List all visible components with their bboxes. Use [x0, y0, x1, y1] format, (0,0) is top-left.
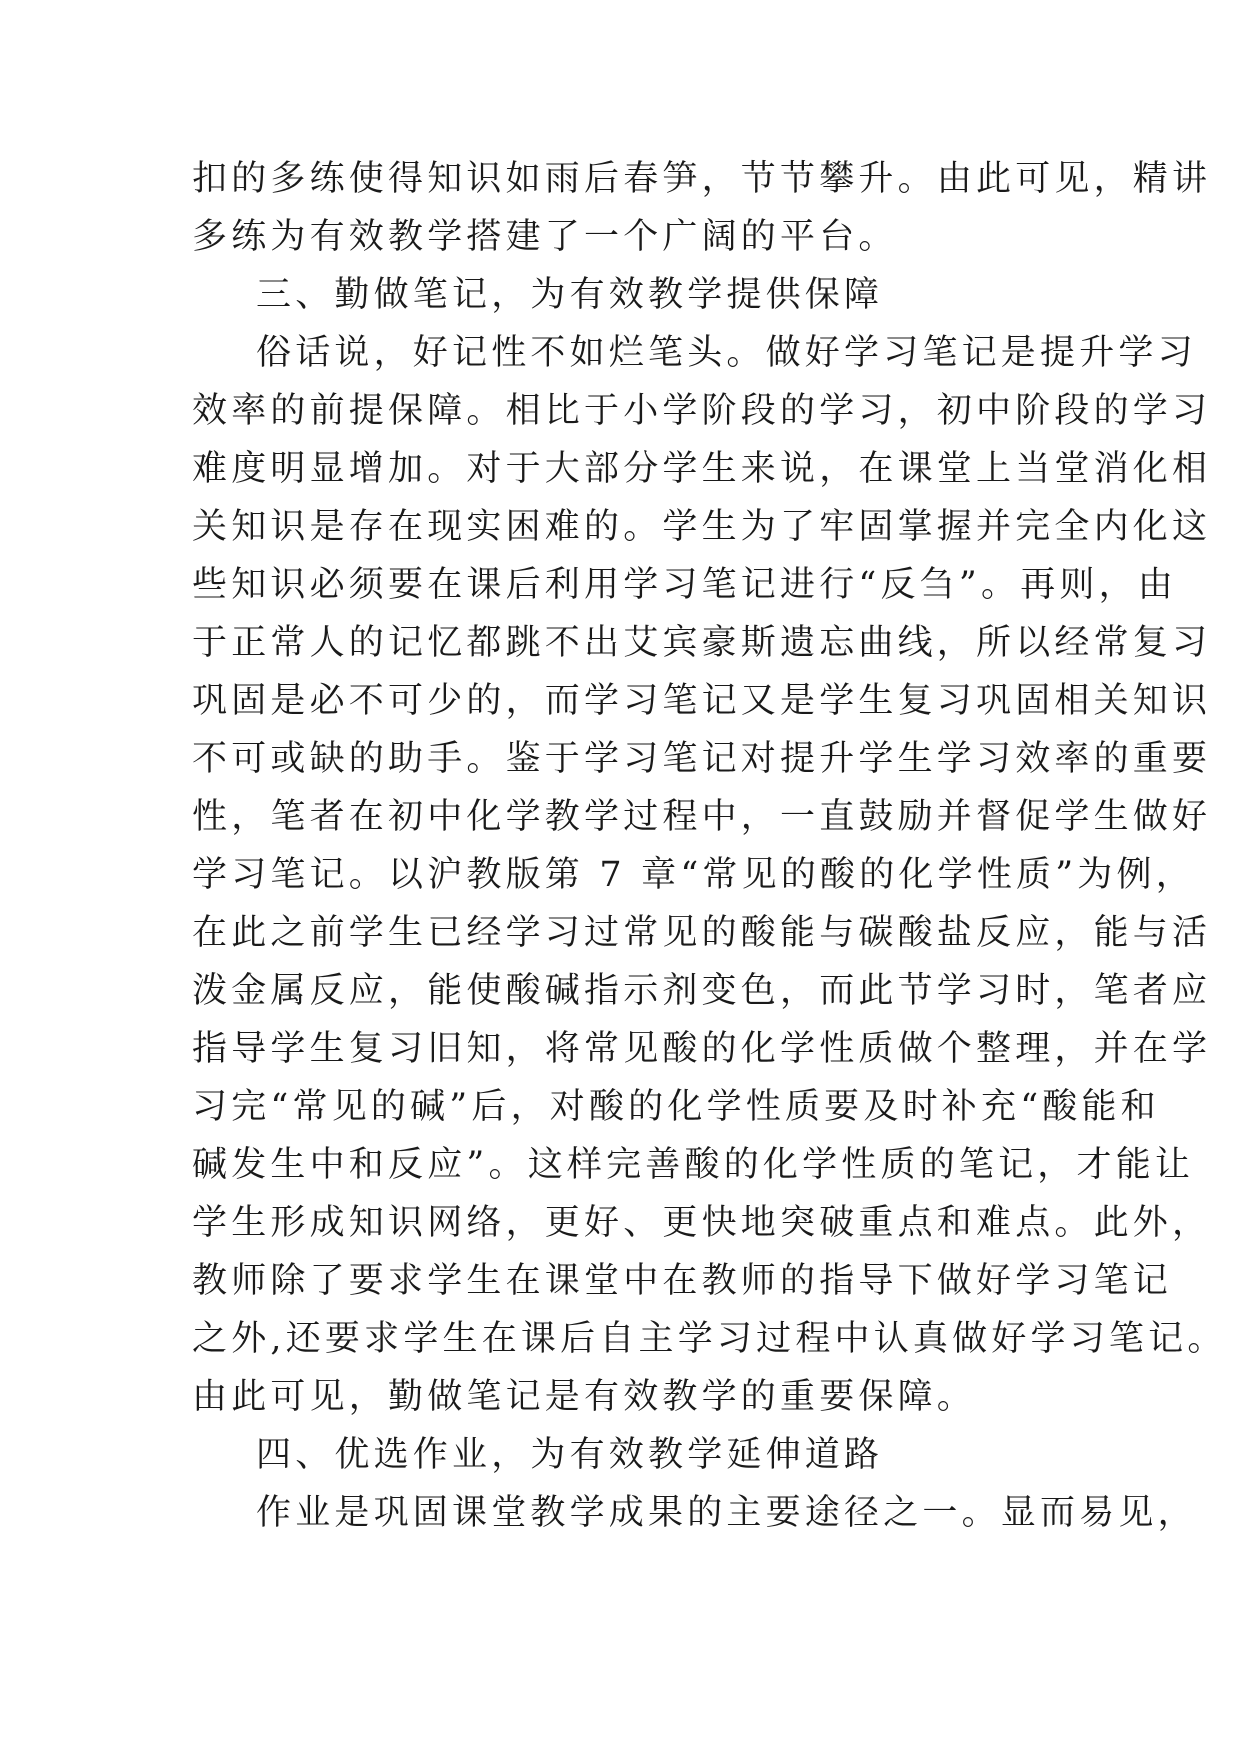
text-line: 指导学生复习旧知，将常见酸的化学性质做个整理，并在学	[192, 1029, 1212, 1069]
text-line: 碱发生中和反应”。这样完善酸的化学性质的笔记，才能让	[192, 1145, 1195, 1185]
text-line: 难度明显增加。对于大部分学生来说，在课堂上当堂消化相	[192, 449, 1212, 489]
text-line: 性，笔者在初中化学教学过程中，一直鼓励并督促学生做好	[192, 797, 1212, 837]
text-line: 效率的前提保障。相比于小学阶段的学习，初中阶段的学习	[192, 391, 1212, 431]
text-line: 由此可见，勤做笔记是有效教学的重要保障。	[192, 1377, 977, 1417]
text-line: 之外,还要求学生在课后自主学习过程中认真做好学习笔记。	[192, 1319, 1227, 1359]
text-line: 学习笔记。以沪教版第 7 章“常见的酸的化学性质”为例，	[192, 855, 1195, 895]
text-line: 关知识是存在现实困难的。学生为了牢固掌握并完全内化这	[192, 507, 1212, 547]
text-line: 泼金属反应，能使酸碱指示剂变色，而此节学习时，笔者应	[192, 971, 1212, 1011]
section-heading: 三、勤做笔记，为有效教学提供保障	[256, 275, 884, 315]
text-line: 巩固是必不可少的，而学习笔记又是学生复习巩固相关知识	[192, 681, 1212, 721]
text-line: 学生形成知识网络，更好、更快地突破重点和难点。此外，	[192, 1203, 1212, 1243]
text-line: 不可或缺的助手。鉴于学习笔记对提升学生学习效率的重要	[192, 739, 1212, 779]
text-line: 习完“常见的碱”后，对酸的化学性质要及时补充“酸能和	[192, 1087, 1160, 1127]
text-line: 扣的多练使得知识如雨后春笋，节节攀升。由此可见，精讲	[192, 159, 1212, 199]
text-line: 多练为有效教学搭建了一个广阔的平台。	[192, 217, 898, 257]
text-line: 作业是巩固课堂教学成果的主要途径之一。显而易见，	[256, 1493, 1197, 1533]
text-line: 俗话说，好记性不如烂笔头。做好学习笔记是提升学习	[256, 333, 1197, 373]
text-line: 些知识必须要在课后利用学习笔记进行“反刍”。再则，由	[192, 565, 1177, 605]
section-heading: 四、优选作业，为有效教学延伸道路	[256, 1435, 884, 1475]
text-line: 在此之前学生已经学习过常见的酸能与碳酸盐反应，能与活	[192, 913, 1212, 953]
text-line: 教师除了要求学生在课堂中在教师的指导下做好学习笔记	[192, 1261, 1173, 1301]
text-line: 于正常人的记忆都跳不出艾宾豪斯遗忘曲线，所以经常复习	[192, 623, 1212, 663]
